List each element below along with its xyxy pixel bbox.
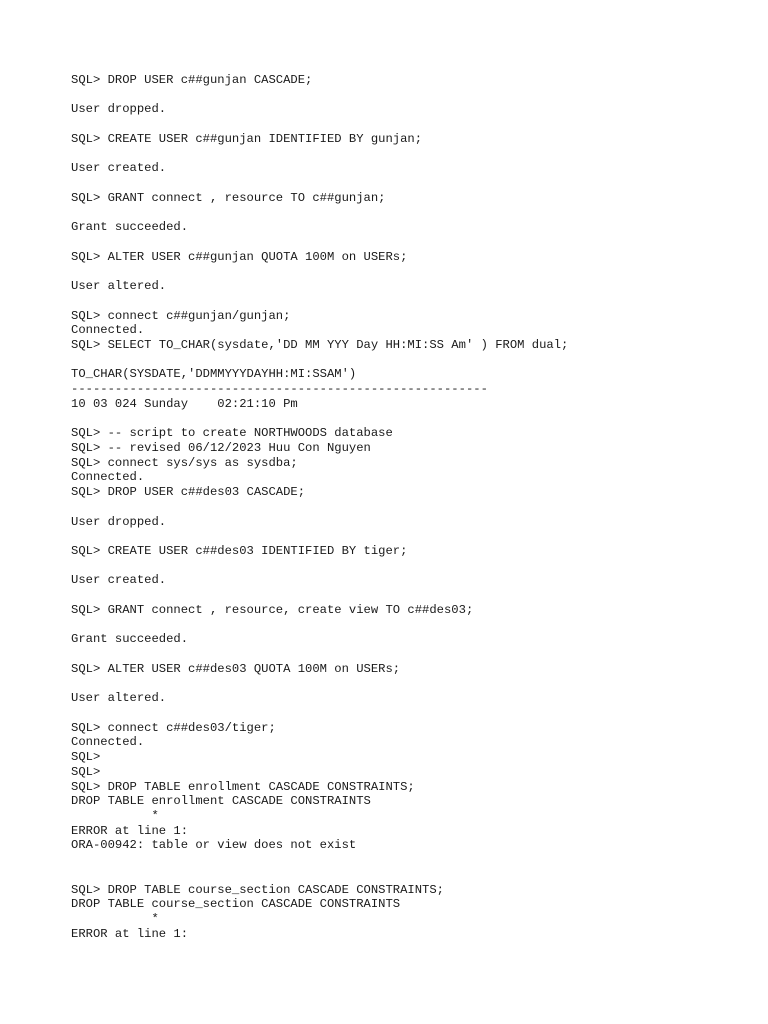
console-line <box>71 868 568 883</box>
console-line <box>71 147 568 162</box>
console-line: SQL> -- revised 06/12/2023 Huu Con Nguyen <box>71 440 371 455</box>
console-line: --------------------------------------------------------- <box>71 382 488 397</box>
sql-console-output <box>71 73 568 941</box>
console-line <box>71 676 568 691</box>
console-line <box>71 353 568 368</box>
console-line: TO_CHAR(SYSDATE,'DDMMYYYDAYHH:MI:SSAM') <box>71 367 357 382</box>
console-line: User altered. <box>71 691 167 706</box>
console-line: SQL> connect c##gunjan/gunjan; <box>71 308 291 323</box>
console-line: SQL> DROP TABLE enrollment CASCADE CONSTRAINTS; <box>71 779 415 794</box>
console-line <box>71 205 568 220</box>
console-line: User created. <box>71 573 167 588</box>
console-line: SQL> CREATE USER c##des03 IDENTIFIED BY tiger; <box>71 544 408 558</box>
console-line: SQL> connect c##des03/tiger; <box>71 720 276 735</box>
console-line: SQL> <box>71 750 101 765</box>
console-line <box>71 529 568 544</box>
console-line <box>71 412 568 427</box>
console-line: DROP TABLE enrollment CASCADE CONSTRAINTS <box>71 794 371 809</box>
console-line <box>71 618 568 633</box>
console-line: Grant succeeded. <box>71 220 189 235</box>
console-line: SQL> ALTER USER c##gunjan QUOTA 100M on USERs; <box>71 249 408 264</box>
console-line <box>71 176 568 191</box>
console-line: User created. <box>71 161 167 176</box>
console-line: SQL> DROP TABLE course_section CASCADE CONSTRAINTS; <box>71 882 444 897</box>
console-line: * <box>71 808 159 823</box>
console-line <box>71 706 568 721</box>
console-line: ERROR at line 1: <box>71 926 189 941</box>
console-line: SQL> -- script to create NORTHWOODS database <box>71 426 393 441</box>
console-line: SQL> DROP USER c##gunjan CASCADE; <box>71 73 313 87</box>
console-line <box>71 117 568 132</box>
console-line: User dropped. <box>71 102 167 117</box>
console-line: Connected. <box>71 470 145 485</box>
console-line: SQL> connect sys/sys as sysdba; <box>71 455 298 470</box>
console-line: DROP TABLE course_section CASCADE CONSTRAINTS <box>71 897 401 912</box>
console-line <box>71 588 568 603</box>
console-line: SQL> GRANT connect , resource, create view TO c##des03; <box>71 602 474 617</box>
console-line <box>71 88 568 103</box>
console-line: ERROR at line 1: <box>71 823 189 838</box>
console-line <box>71 647 568 662</box>
console-line: SQL> <box>71 764 101 779</box>
console-line <box>71 853 568 868</box>
console-line <box>71 294 568 309</box>
console-line: SQL> DROP USER c##des03 CASCADE; <box>71 485 306 500</box>
console-line: SQL> GRANT connect , resource TO c##gunjan; <box>71 190 386 205</box>
console-line <box>71 235 568 250</box>
console-line: User altered. <box>71 279 167 294</box>
console-line <box>71 264 568 279</box>
console-line: Connected. <box>71 323 145 338</box>
console-line: Connected. <box>71 735 145 750</box>
console-line <box>71 559 568 574</box>
console-line: SQL> CREATE USER c##gunjan IDENTIFIED BY gunjan; <box>71 131 423 146</box>
console-line: Grant succeeded. <box>71 632 189 647</box>
console-line: ORA-00942: table or view does not exist <box>71 838 357 853</box>
console-line: SQL> SELECT TO_CHAR(sysdate,'DD MM YYY Day HH:MI:SS Am' ) FROM dual; <box>71 337 569 352</box>
console-line: * <box>71 911 159 926</box>
console-line <box>71 500 568 515</box>
console-line: 10 03 024 Sunday 02:21:10 Pm <box>71 396 298 411</box>
console-line: SQL> ALTER USER c##des03 QUOTA 100M on USERs; <box>71 661 401 676</box>
console-line: User dropped. <box>71 514 167 529</box>
